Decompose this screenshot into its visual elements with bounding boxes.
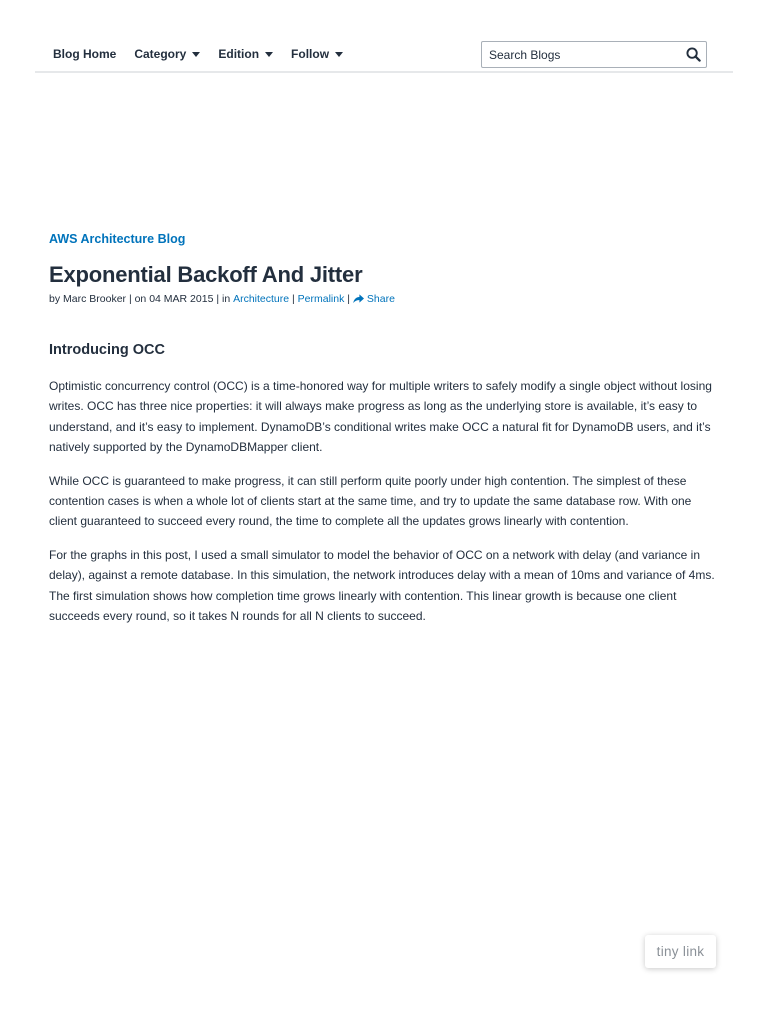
byline-separator: | (344, 293, 353, 305)
permalink-link[interactable]: Permalink (297, 293, 345, 305)
top-navigation (35, 36, 733, 73)
tiny-link-label: tiny link (656, 944, 705, 959)
caret-down-icon (265, 52, 273, 57)
paragraph: While OCC is guaranteed to make progress, it can still perform quite poorly under high contention. The simplest of these contention cases is when a whole lot of clients start at the same time, and try to update the same database row. With one client guaranteed to succeed every round, the time to complete all the updates grows linearly with contention. (49, 473, 692, 529)
tiny-link-button[interactable] (645, 935, 716, 968)
nav-item-label: Follow (291, 47, 330, 61)
byline-separator: | (289, 293, 298, 305)
caret-down-icon (192, 52, 200, 57)
paragraph: For the graphs in this post, I used a small simulator to model the behavior of OCC on a network with delay (and variance in delay), against a remote database. In this simulation, the network introduces delay with a mean of 10ms and variance of 4ms. The first simulation shows how completion time grows linearly with contention. This linear growth is because one client succeeds every round, so it takes N rounds for all N clients to succeed. (49, 547, 715, 624)
caret-down-icon (335, 52, 343, 57)
share-link[interactable] (353, 292, 395, 306)
nav-item-category[interactable] (134, 47, 200, 61)
nav-item-label: Category (134, 47, 187, 61)
page-title: Exponential Backoff And Jitter (49, 262, 363, 287)
byline-by-prefix: by (49, 293, 61, 305)
byline-date: 04 MAR 2015 (149, 293, 214, 305)
nav-item-label: Blog Home (53, 47, 117, 61)
article (49, 230, 719, 626)
category-link[interactable]: Architecture (233, 293, 290, 305)
byline (49, 292, 719, 306)
section-heading: Introducing OCC (49, 342, 165, 358)
nav-item-edition[interactable] (218, 47, 273, 61)
search-input[interactable] (482, 42, 680, 67)
byline-author: Marc Brooker (63, 293, 127, 305)
blog-name-link[interactable]: AWS Architecture Blog (49, 232, 186, 246)
nav-item-label: Edition (218, 47, 260, 61)
nav-item-follow[interactable] (291, 47, 343, 61)
share-label: Share (366, 293, 395, 305)
search-box (481, 41, 707, 68)
nav-item-blog-home[interactable] (53, 47, 116, 61)
share-arrow-icon (353, 294, 364, 304)
byline-in-prefix: | in (213, 293, 234, 305)
search-icon[interactable] (680, 42, 706, 67)
paragraph: Optimistic concurrency control (OCC) is a time-honored way for multiple writers to safely modify a single object without losing writes. OCC has three nice properties: it will always make progress as long as the underlying store is available, it’s easy to understand, and it’s easy to implement. DynamoDB’s conditional writes make OCC a natural fit for DynamoDB users, and it’s natively supported by the DynamoDBMapper client. (49, 379, 712, 455)
byline-on-prefix: | on (126, 293, 150, 305)
nav-menu (53, 47, 361, 61)
